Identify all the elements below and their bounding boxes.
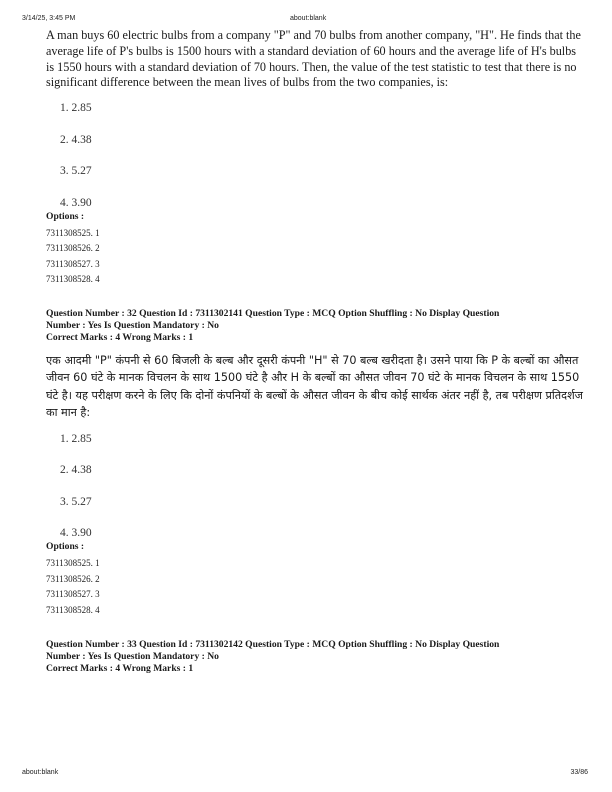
choice-1: 1. 2.85 bbox=[60, 432, 92, 445]
option-id: 7311308525. 1 bbox=[46, 558, 100, 569]
question-32 bbox=[46, 308, 584, 618]
choice-4: 4. 3.90 bbox=[60, 527, 92, 540]
question-31 bbox=[46, 28, 584, 288]
footer-url: about:blank bbox=[22, 769, 59, 776]
page-content bbox=[46, 28, 584, 675]
options-label: Options : bbox=[46, 210, 85, 222]
question-32-marks: Correct Marks : 4 Wrong Marks : 1 bbox=[46, 332, 194, 344]
option-id: 7311308526. 2 bbox=[46, 573, 100, 584]
option-id: 7311308527. 3 bbox=[46, 258, 100, 269]
option-id: 7311308527. 3 bbox=[46, 589, 100, 600]
page-url-title: about:blank bbox=[290, 15, 327, 22]
question-33-marks: Correct Marks : 4 Wrong Marks : 1 bbox=[46, 662, 194, 674]
question-31-choices bbox=[46, 101, 584, 210]
choice-1: 1. 2.85 bbox=[60, 102, 92, 115]
question-33-meta-continued: Number : Yes Is Question Mandatory : No bbox=[46, 650, 219, 662]
option-id: 7311308528. 4 bbox=[46, 604, 100, 615]
choice-4: 4. 3.90 bbox=[60, 196, 92, 209]
choice-2: 2. 4.38 bbox=[60, 464, 92, 477]
choice-3: 3. 5.27 bbox=[60, 165, 92, 178]
question-32-meta-continued: Number : Yes Is Question Mandatory : No bbox=[46, 320, 219, 332]
question-33-meta: Question Number : 33 Question Id : 7311302142 Question Type : MCQ Option Shuffling : No Display Question bbox=[46, 638, 500, 650]
question-32-meta: Question Number : 32 Question Id : 7311302141 Question Type : MCQ Option Shuffling : No Display Question bbox=[46, 308, 500, 320]
choice-3: 3. 5.27 bbox=[60, 495, 92, 508]
option-id: 7311308528. 4 bbox=[46, 274, 100, 285]
page-number: 33/86 bbox=[570, 769, 588, 776]
print-timestamp: 3/14/25, 3:45 PM bbox=[22, 15, 76, 22]
question-33 bbox=[46, 639, 584, 676]
choice-2: 2. 4.38 bbox=[60, 133, 92, 146]
question-32-choices bbox=[46, 432, 584, 541]
option-id: 7311308525. 1 bbox=[46, 227, 100, 238]
option-id: 7311308526. 2 bbox=[46, 243, 100, 254]
options-label: Options : bbox=[46, 541, 85, 553]
question-32-text: एक आदमी "P" कंपनी से 60 बिजली के बल्ब और दूसरी कंपनी "H" से 70 बल्ब खरीदता है। उसने पाया कि P के बल्बों का औसत जीवन 60 घंटे के मानक विचलन के साथ 1500 घंटे है और H के बल्बों का औसत जीवन 70 घंटे के मानक विचलन के साथ 1550 घंटे है। यह परीक्षण करने के लिए कि दोनों कंपनियों के बल्बों के औसत जीवन के बीच कोई सार्थक अंतर नहीं है, तब परीक्षण प्रतिदर्शज का मान है: bbox=[46, 353, 583, 420]
question-31-text: A man buys 60 electric bulbs from a company "P" and 70 bulbs from another company, "H". He finds that the average life of P's bulbs is 1500 hours with a standard deviation of 60 hours and the average life of H's bulbs is 1550 hours with a standard deviation of 70 hours. Then, the value of the test statistic to test that there is no significant difference between the mean lives of bulbs from the two companies, is: bbox=[46, 28, 581, 90]
